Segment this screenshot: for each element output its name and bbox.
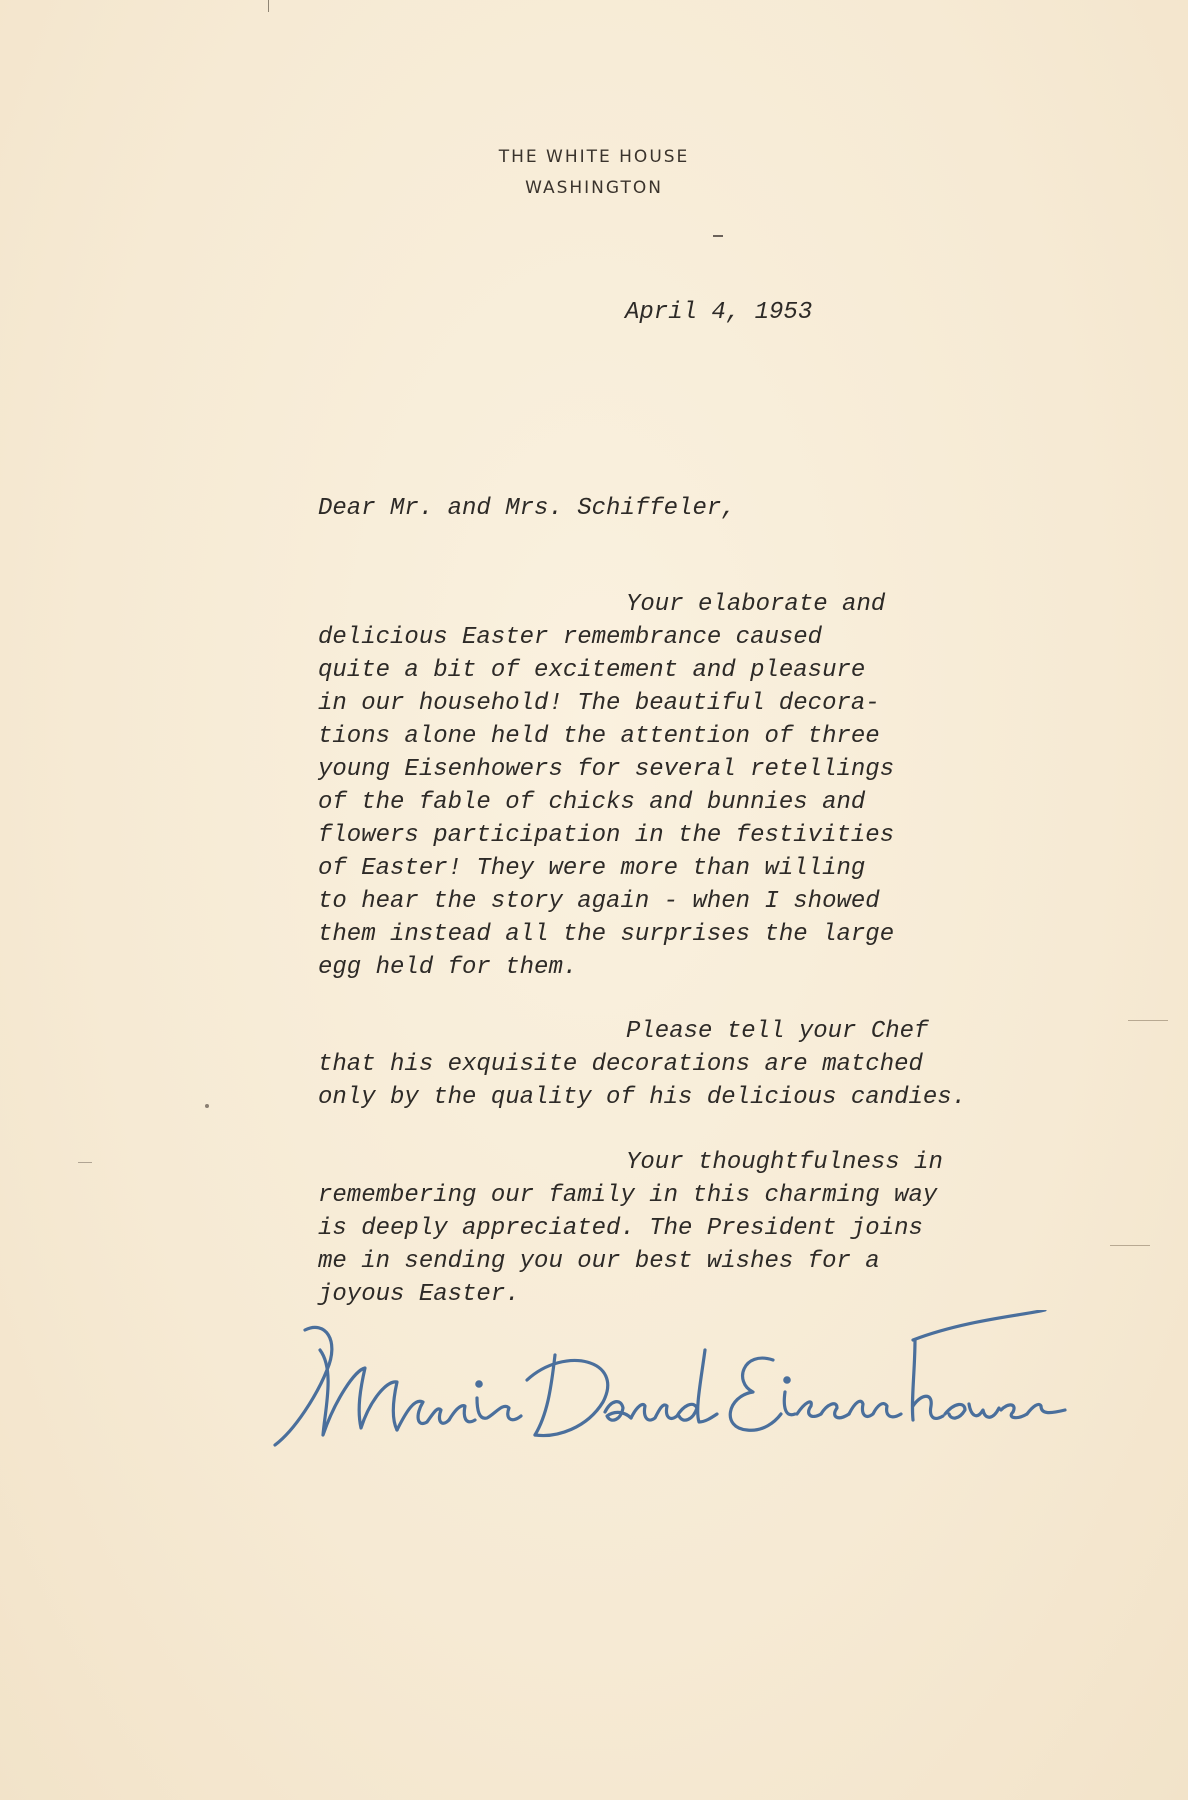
paragraph-line: that his exquisite decorations are matched — [318, 1051, 923, 1078]
paragraph-line: Please tell your Chef — [626, 1018, 929, 1045]
paper-speck — [78, 1162, 92, 1163]
paragraph-line: of Easter! They were more than willing — [318, 855, 866, 882]
letterhead-line-1: THE WHITE HOUSE — [498, 147, 690, 167]
paper-edge-mark — [1110, 1245, 1150, 1246]
paragraph-line: young Eisenhowers for several retellings — [318, 756, 895, 783]
letterhead-dash — [713, 235, 723, 237]
letterhead-line-2: WASHINGTON — [525, 178, 663, 198]
paper-edge-mark — [268, 0, 269, 12]
paragraph-line: them instead all the surprises the large — [318, 921, 895, 948]
paragraph-line: tions alone held the attention of three — [318, 723, 880, 750]
paragraph-1 — [318, 588, 894, 984]
paragraph-line: in our household! The beautiful decora- — [318, 690, 880, 717]
paragraph-line: Your elaborate and — [626, 591, 886, 618]
letterhead — [0, 142, 1188, 204]
paragraph-line: only by the quality of his delicious candies. — [318, 1084, 967, 1111]
paragraph-3 — [318, 1146, 943, 1311]
paragraph-line: egg held for them. — [318, 954, 578, 981]
paragraph-line: is deeply appreciated. The President joins — [318, 1215, 923, 1242]
letter-date: April 4, 1953 — [625, 299, 813, 326]
salutation: Dear Mr. and Mrs. Schiffeler, — [318, 495, 736, 522]
paragraph-line: flowers participation in the festivities — [318, 822, 895, 849]
paper-speck — [205, 1104, 209, 1108]
paragraph-line: of the fable of chicks and bunnies and — [318, 789, 866, 816]
paragraph-line: delicious Easter remembrance caused — [318, 624, 823, 651]
handwritten-signature — [265, 1310, 1095, 1480]
paragraph-line: quite a bit of excitement and pleasure — [318, 657, 866, 684]
paragraph-2 — [318, 1015, 966, 1114]
paragraph-line: Your thoughtfulness in — [626, 1149, 943, 1176]
paper-edge-mark — [1128, 1020, 1168, 1021]
paragraph-line: to hear the story again - when I showed — [318, 888, 880, 915]
paragraph-line: remembering our family in this charming way — [318, 1182, 938, 1209]
paragraph-line: me in sending you our best wishes for a — [318, 1248, 880, 1275]
paragraph-line: joyous Easter. — [318, 1281, 520, 1308]
